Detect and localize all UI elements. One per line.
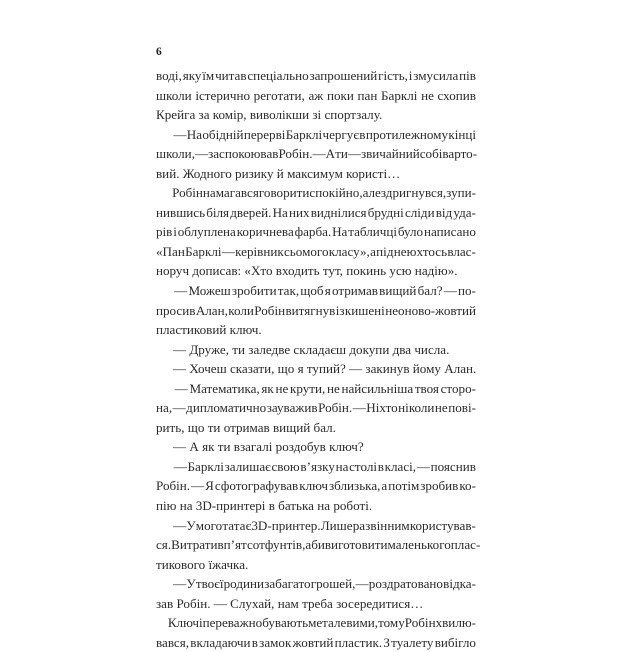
word: уда- bbox=[453, 204, 476, 220]
word: ним bbox=[387, 517, 410, 533]
word: так, bbox=[277, 283, 300, 299]
word: щоб bbox=[300, 283, 324, 299]
word: вався, bbox=[156, 634, 190, 650]
word: в bbox=[251, 634, 258, 650]
word: Барклі bbox=[185, 243, 222, 259]
word: ніколи bbox=[398, 400, 435, 416]
word: схопив bbox=[437, 87, 476, 103]
word: класі, bbox=[384, 458, 417, 474]
word: кінці bbox=[448, 126, 476, 142]
word: зауважив bbox=[266, 400, 318, 416]
word: — bbox=[312, 146, 326, 162]
text-line bbox=[156, 574, 476, 594]
word: — bbox=[352, 400, 366, 416]
word: ся. bbox=[156, 537, 172, 553]
text-line bbox=[156, 125, 476, 145]
word: У bbox=[186, 517, 196, 533]
word: Робін bbox=[254, 302, 286, 318]
word: потім bbox=[388, 478, 420, 494]
word: керівник bbox=[235, 243, 284, 259]
word: вий. Жодного ризику й максимум користі… bbox=[156, 165, 401, 181]
word: Робін. bbox=[318, 400, 353, 416]
word: На bbox=[332, 224, 348, 240]
text-line bbox=[156, 496, 476, 516]
word: плас- bbox=[450, 537, 481, 553]
text-line bbox=[156, 222, 476, 242]
word: Робін. bbox=[156, 478, 191, 494]
word: Математика, bbox=[189, 380, 260, 396]
word: школи bbox=[156, 87, 192, 103]
word: читав bbox=[215, 68, 247, 83]
word: На bbox=[186, 126, 203, 142]
word: в’язку bbox=[300, 458, 335, 474]
word: мого bbox=[195, 517, 223, 533]
word: — А як ти взагалі роздобув ключ? bbox=[173, 439, 364, 455]
text-line bbox=[156, 261, 476, 281]
word: зав Робін. — Слухай, нам треба зосередитися… bbox=[156, 595, 424, 611]
word: біля bbox=[206, 204, 230, 220]
text-line bbox=[156, 633, 476, 652]
word: і bbox=[408, 68, 413, 83]
word: пів bbox=[459, 68, 476, 83]
word: просив bbox=[156, 302, 196, 318]
word: — bbox=[172, 400, 186, 416]
word: «Пан bbox=[156, 243, 185, 259]
word: не bbox=[434, 400, 448, 416]
word: — bbox=[174, 380, 188, 396]
word: виднілися bbox=[310, 204, 367, 220]
text-line bbox=[156, 281, 476, 301]
word: туалету bbox=[391, 634, 434, 650]
word: я bbox=[324, 283, 331, 299]
word: відка- bbox=[443, 576, 476, 592]
word: — Хочеш сказати, що я тупий? — закинув йому Алан. bbox=[173, 361, 477, 377]
word: табличці bbox=[348, 224, 398, 240]
word: на bbox=[335, 458, 349, 474]
paragraph-indent bbox=[156, 574, 173, 594]
word: а bbox=[381, 478, 388, 494]
word: нею bbox=[393, 243, 417, 259]
word: — bbox=[347, 146, 361, 162]
text-line bbox=[156, 535, 481, 555]
word: сліди bbox=[404, 204, 435, 220]
word: маленького bbox=[387, 537, 451, 553]
word: — bbox=[221, 243, 235, 259]
word: зблизька, bbox=[328, 478, 381, 494]
word: — Друже, ти заледве складаєш докупи два числа. bbox=[173, 341, 450, 357]
word: протилежному bbox=[365, 126, 448, 142]
word: свою bbox=[271, 458, 300, 474]
word: вибігло bbox=[434, 634, 476, 650]
word: не bbox=[326, 380, 340, 396]
word: Алан, bbox=[195, 302, 228, 318]
word: бувають bbox=[262, 615, 309, 631]
word: У bbox=[186, 576, 196, 592]
word: по- bbox=[457, 283, 476, 299]
word: запрошений bbox=[309, 68, 378, 83]
word: облуплена bbox=[177, 224, 236, 240]
word: дверей. bbox=[230, 204, 272, 220]
text-line bbox=[156, 555, 476, 575]
word: на, bbox=[156, 400, 173, 416]
word: пію на 3D-принтері в батька на роботі. bbox=[156, 498, 373, 514]
word: їм bbox=[202, 68, 215, 83]
word: влас- bbox=[447, 243, 476, 259]
word: бал? bbox=[417, 283, 443, 299]
word: фунтів, bbox=[264, 537, 306, 553]
word: брудні bbox=[367, 204, 404, 220]
word: Крейга за комір, виволікши зі спортзалу. bbox=[156, 107, 383, 123]
word: поки bbox=[326, 87, 354, 103]
word: Барклі bbox=[285, 126, 323, 142]
word: здригнувся, bbox=[380, 185, 447, 201]
word: ключ bbox=[299, 478, 328, 494]
word: істерично bbox=[195, 87, 251, 103]
word: хтось bbox=[416, 243, 448, 259]
word: із bbox=[335, 302, 345, 318]
word: спокійно, bbox=[309, 185, 363, 201]
word: обідній bbox=[202, 126, 244, 142]
word: 3D-принтер. bbox=[251, 517, 321, 533]
word: — bbox=[355, 576, 369, 592]
word: п’ятсот bbox=[223, 537, 265, 553]
word: заспокоював bbox=[208, 146, 279, 162]
text-line bbox=[156, 359, 476, 379]
text-line bbox=[156, 203, 476, 223]
word: було bbox=[397, 224, 424, 240]
word: рить, що ти отримав вищий бал. bbox=[156, 419, 336, 435]
word: сфотографував bbox=[214, 478, 299, 494]
word: коричнева bbox=[236, 224, 294, 240]
word: Я bbox=[205, 478, 214, 494]
word: коли bbox=[228, 302, 254, 318]
word: А bbox=[325, 146, 336, 162]
word: пластиковий ключ. bbox=[156, 322, 262, 338]
word: в bbox=[377, 458, 384, 474]
word: — bbox=[443, 283, 457, 299]
word: ти bbox=[335, 146, 348, 162]
word: перерві bbox=[243, 126, 286, 142]
word: під bbox=[376, 243, 394, 259]
word: класу», bbox=[328, 243, 370, 259]
word: Барклі bbox=[187, 458, 224, 474]
word: переважно bbox=[202, 615, 263, 631]
word: раз bbox=[352, 517, 371, 533]
text-line bbox=[156, 398, 476, 418]
word: написано bbox=[423, 224, 476, 240]
word: Робін bbox=[404, 615, 436, 631]
word: змусила bbox=[413, 68, 459, 83]
word: — bbox=[174, 283, 188, 299]
word: яку bbox=[182, 68, 202, 83]
word: грошей, bbox=[310, 576, 356, 592]
word: а bbox=[370, 243, 376, 259]
word: гість, bbox=[378, 68, 408, 83]
word: вкладаючи bbox=[190, 634, 251, 650]
word: — bbox=[191, 478, 205, 494]
word: не bbox=[275, 380, 289, 396]
word: сьомого bbox=[284, 243, 329, 259]
word: пові- bbox=[448, 400, 476, 416]
word: З bbox=[383, 634, 390, 650]
word: зробити bbox=[231, 283, 277, 299]
word: чергує bbox=[322, 126, 359, 142]
word: він bbox=[370, 517, 388, 533]
word: звичайний bbox=[360, 146, 420, 162]
word: аж bbox=[308, 87, 324, 103]
text-line bbox=[156, 164, 476, 184]
word: тата bbox=[222, 517, 246, 533]
word: крути, bbox=[289, 380, 326, 396]
word: зробив bbox=[420, 478, 459, 494]
word: ко- bbox=[459, 478, 476, 494]
word: Робін bbox=[172, 185, 203, 201]
word: металевими, bbox=[308, 615, 379, 631]
word: найсильніша bbox=[341, 380, 414, 396]
paragraph-indent bbox=[156, 516, 173, 536]
word: школи, bbox=[156, 146, 195, 162]
word: Витратив bbox=[171, 537, 224, 553]
text-line bbox=[156, 242, 476, 262]
page-number: 6 bbox=[156, 46, 162, 58]
text-line bbox=[156, 594, 476, 614]
paragraph-indent bbox=[156, 183, 172, 203]
word: рів bbox=[156, 224, 173, 240]
text-line bbox=[156, 320, 476, 340]
word: спеціально bbox=[247, 68, 309, 83]
text-line bbox=[156, 86, 476, 106]
word: — bbox=[173, 576, 187, 592]
word: собі bbox=[419, 146, 443, 162]
text-line bbox=[156, 418, 476, 438]
word: пан bbox=[357, 87, 378, 103]
word: Барклі bbox=[381, 87, 418, 103]
word: сторо- bbox=[440, 380, 476, 396]
word: але bbox=[362, 185, 381, 201]
word: пояснив bbox=[430, 458, 476, 474]
word: — bbox=[173, 458, 187, 474]
word: хвилю- bbox=[435, 615, 476, 631]
word: воді, bbox=[156, 68, 182, 83]
word: реготати, bbox=[253, 87, 305, 103]
word: роздратовано bbox=[368, 576, 443, 592]
paragraph-indent bbox=[156, 457, 173, 477]
text-line bbox=[156, 340, 476, 360]
word: тому bbox=[378, 615, 405, 631]
word: не bbox=[421, 87, 434, 103]
word: — bbox=[194, 146, 209, 162]
word: користував- bbox=[409, 517, 476, 533]
word: в bbox=[359, 126, 366, 142]
word: пластик. bbox=[334, 634, 383, 650]
word: Можеш bbox=[188, 283, 231, 299]
word: столі bbox=[349, 458, 378, 474]
word: жовтий bbox=[292, 634, 334, 650]
word: говорити bbox=[258, 185, 310, 201]
word: неоново-жовтий bbox=[385, 302, 476, 318]
word: від bbox=[435, 204, 453, 220]
word: зупи- bbox=[446, 185, 476, 201]
body-text-block bbox=[156, 66, 481, 652]
text-line bbox=[156, 66, 476, 86]
text-line bbox=[156, 301, 476, 321]
paragraph-indent bbox=[156, 379, 173, 399]
word: Робін. bbox=[278, 146, 313, 162]
word: як bbox=[261, 380, 274, 396]
word: тикового їжачка. bbox=[156, 556, 249, 572]
word: родини bbox=[223, 576, 265, 592]
text-line bbox=[156, 437, 476, 457]
word: норуч дописав: «Хто входить тут, покинь усю надію». bbox=[156, 263, 458, 279]
word: нившись bbox=[156, 204, 206, 220]
word: твоя bbox=[414, 380, 439, 396]
word: замок bbox=[259, 634, 292, 650]
word: — bbox=[173, 517, 187, 533]
word: забагато bbox=[264, 576, 311, 592]
word: Лише bbox=[320, 517, 353, 533]
word: — bbox=[173, 126, 187, 142]
word: — bbox=[416, 458, 430, 474]
word: твоєї bbox=[195, 576, 224, 592]
word: Ніхто bbox=[366, 400, 398, 416]
text-line bbox=[156, 105, 476, 125]
word: витягнув bbox=[285, 302, 336, 318]
word: кишені bbox=[344, 302, 385, 318]
word: На bbox=[272, 204, 288, 220]
word: і bbox=[173, 224, 177, 240]
word: намагався bbox=[202, 185, 259, 201]
word: фарба. bbox=[294, 224, 332, 240]
word: Ключі bbox=[167, 615, 203, 631]
word: вищий bbox=[379, 283, 417, 299]
text-line bbox=[156, 379, 476, 399]
paragraph-indent bbox=[156, 125, 173, 145]
text-line bbox=[156, 457, 476, 477]
text-line bbox=[156, 476, 476, 496]
word: отримав bbox=[331, 283, 378, 299]
word: варто- bbox=[442, 146, 478, 162]
text-line bbox=[156, 516, 476, 536]
word: них bbox=[289, 204, 310, 220]
word: аби bbox=[305, 537, 325, 553]
word: виготовити bbox=[324, 537, 388, 553]
word: залишає bbox=[224, 458, 271, 474]
paragraph-indent bbox=[156, 281, 173, 301]
text-line bbox=[156, 183, 476, 203]
word: є bbox=[245, 517, 252, 533]
text-line bbox=[156, 144, 476, 164]
word: дипломатично bbox=[186, 400, 267, 416]
